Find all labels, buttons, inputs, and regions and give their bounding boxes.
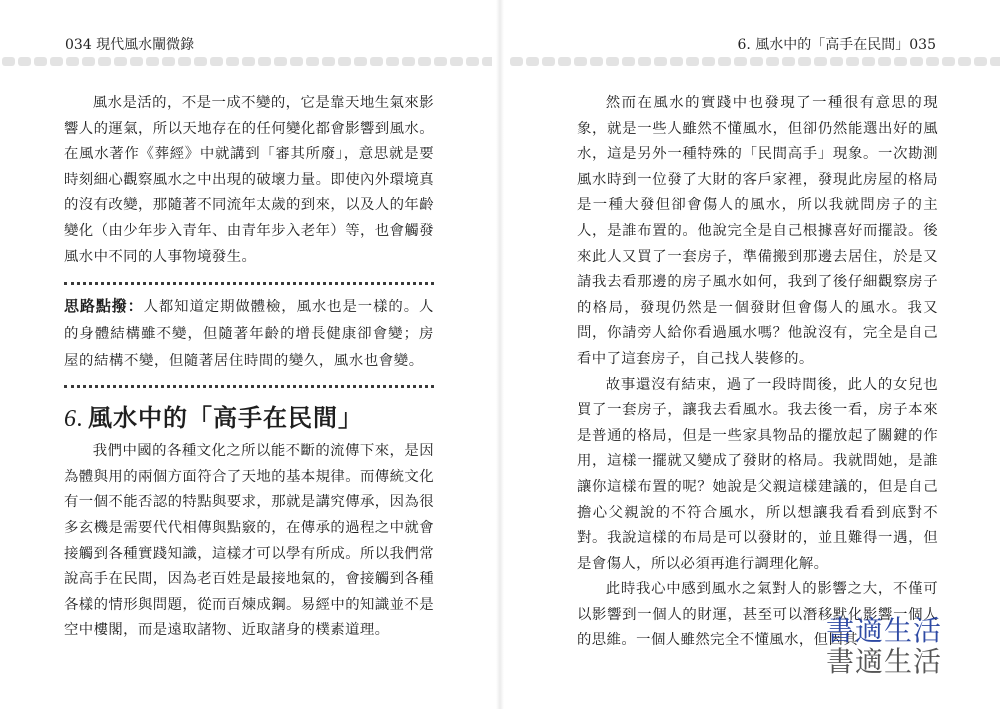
tip-label: 思路點撥： — [64, 297, 144, 316]
ornament-tile — [402, 57, 415, 66]
ornament-tile — [66, 57, 79, 66]
ornament-tile — [798, 57, 811, 66]
ornament-tile — [654, 57, 667, 66]
ornament-tile — [990, 57, 1000, 66]
watermark-line-blue: 書適生活 — [825, 614, 942, 647]
left-paragraph-1: 風水是活的，不是一成不變的，它是靠天地生氣來影響人的運氣，所以天地存在的任何變化都會影響到風水。在風水著作《葬經》中就講到「審其所廢」，意思就是要時刻細心觀察風水之中出現的破壞力量。即使內外環境真的沒有改變，那隨著不同流年太歲的到來，以及人的年齡變化（由少年步入青年、由青年步入老年）等，也會觸發風水中不同的人事物境發生。 — [64, 95, 434, 265]
ornament-tile — [258, 57, 271, 66]
ornament-tile — [98, 57, 111, 66]
left-page-header: 034 現代風水闡微錄 — [65, 37, 195, 53]
ornament-tile — [830, 57, 843, 66]
left-text-column — [64, 91, 434, 644]
ornament-tile — [894, 57, 907, 66]
ornament-tile — [178, 57, 191, 66]
right-page — [500, 0, 1000, 709]
ornament-tile — [702, 57, 715, 66]
ornament-tile — [386, 57, 399, 66]
ornament-tile — [50, 57, 63, 66]
ornament-tile — [274, 57, 287, 66]
ornament-tile — [242, 57, 255, 66]
ornament-tile — [146, 57, 159, 66]
ornament-tile — [878, 57, 891, 66]
ornament-tile — [450, 57, 463, 66]
ornament-tile — [130, 57, 143, 66]
ornament-tile — [418, 57, 431, 66]
ornament-tile — [734, 57, 747, 66]
ornament-tile — [526, 57, 539, 66]
ornament-tile — [686, 57, 699, 66]
ornament-tile — [338, 57, 351, 66]
ornament-tile — [18, 57, 31, 66]
ornament-tile — [354, 57, 367, 66]
right-page-header: 6. 風水中的「高手在民間」035 — [737, 37, 936, 53]
ornament-tile — [670, 57, 683, 66]
section-number: 6. — [64, 406, 84, 433]
right-text-column — [577, 91, 938, 654]
ornament-tile — [718, 57, 731, 66]
left-paragraph-2: 我們中國的各種文化之所以能不斷的流傳下來，是因為體與用的兩個方面符合了天地的基本規律。而傳統文化有一個不能否認的特點與要求，那就是講究傳承，因為很多玄機是需要代代相傳與點竅的，在傳承的過程之中就會接觸到各種實踐知識，這樣才可以學有所成。所以我們常說高手在民間，因為老百姓是最接地氣的，會接觸到各種各樣的情形與問題，從而百煉成鋼。易經中的知識並不是空中樓閣，而是遠取諸物、近取諸身的樸素道理。 — [64, 443, 434, 639]
ornament-tile — [466, 57, 479, 66]
ornament-tile — [862, 57, 875, 66]
tip-text: 人都知道定期做體檢，風水也是一樣的。人的身體結構雖不變，但隨著年齡的增長健康卻會變；房屋的結構不變，但隨著居住時間的變久，風水也會變。 — [64, 299, 434, 370]
ornament-tile — [114, 57, 127, 66]
ornament-tile — [226, 57, 239, 66]
ornament-tile — [542, 57, 555, 66]
ornament-tile — [194, 57, 207, 66]
ornament-tile — [82, 57, 95, 66]
ornament-tile — [482, 57, 492, 66]
ornament-tile — [370, 57, 383, 66]
left-header-ornament-band — [0, 56, 492, 67]
tip-box — [64, 293, 434, 375]
ornament-tile — [162, 57, 175, 66]
ornament-tile — [622, 57, 635, 66]
ornament-tile — [574, 57, 587, 66]
ornament-tile — [750, 57, 763, 66]
right-paragraph-3: 此時我心中感到風水之氣對人的影響之大，不僅可以影響到一個人的財運，甚至可以潛移默化影響一個人的思維。一個人雖然完全不懂風水，但因其 — [577, 581, 938, 649]
tip-divider-top — [64, 282, 434, 285]
right-paragraph-1: 然而在風水的實踐中也發現了一種很有意思的現象，就是一些人雖然不懂風水，但卻仍然能選出好的風水，這是另外一種特殊的「民間高手」現象。一次勘測風水時到一位發了大財的客戶家裡，發現此房屋的格局是一種大發但卻會傷人的風水，所以我就問房子的主人，是誰布置的。他說完全是自己根據喜好而擺設。後來此人又買了一套房子，準備搬到那邊去居住，於是又請我去看那邊的房子風水如何，我到了後仔細觀察房子的格局，發現仍然是一個發財但會傷人的風水。我又問，你請旁人給你看過風水嗎？他說沒有，完全是自己看中了這套房子，自己找人裝修的。 — [577, 95, 938, 367]
ornament-tile — [766, 57, 779, 66]
ornament-tile — [846, 57, 859, 66]
ornament-tile — [510, 57, 523, 66]
ornament-tile — [290, 57, 303, 66]
ornament-tile — [910, 57, 923, 66]
ornament-tile — [434, 57, 447, 66]
ornament-tile — [974, 57, 987, 66]
ornament-tile — [322, 57, 335, 66]
ornament-tile — [590, 57, 603, 66]
ornament-tile — [210, 57, 223, 66]
ornament-tile — [926, 57, 939, 66]
ornament-tile — [2, 57, 15, 66]
ornament-tile — [606, 57, 619, 66]
ornament-tile — [638, 57, 651, 66]
watermark-line-gray: 書適生活 — [825, 645, 942, 678]
ornament-tile — [942, 57, 955, 66]
ornament-tile — [782, 57, 795, 66]
ornament-tile — [34, 57, 47, 66]
ornament-tile — [306, 57, 319, 66]
section-title: 風水中的「高手在民間」 — [88, 403, 363, 433]
ornament-tile — [958, 57, 971, 66]
tip-divider-bottom — [64, 385, 434, 388]
right-header-ornament-band — [508, 56, 1000, 67]
ornament-tile — [558, 57, 571, 66]
publisher-watermark — [826, 616, 942, 678]
section-heading — [64, 402, 434, 435]
ornament-tile — [814, 57, 827, 66]
right-paragraph-2: 故事還沒有結束，過了一段時間後，此人的女兒也買了一套房子，讓我去看風水。我去後一看，房子本來是普通的格局，但是一些家具物品的擺放起了關鍵的作用，這樣一擺就又變成了發財的格局。我就問她，是誰讓你這樣布置的呢？她說是父親這樣建議的，但是自己擔心父親說的不符合風水，所以想讓我看看到底對不對。我說這樣的布局是可以發財的，並且難得一遇，但是會傷人，所以必須再進行調理化解。 — [577, 376, 938, 572]
